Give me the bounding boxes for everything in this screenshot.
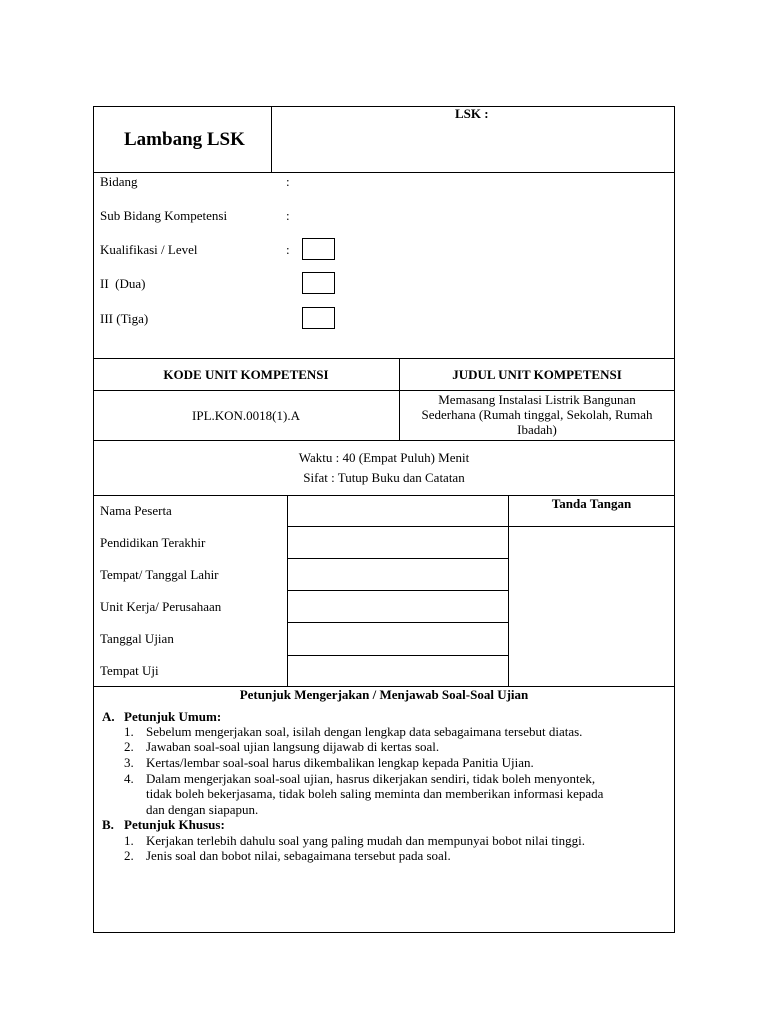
- kode-unit-value: IPL.KON.0018(1).A: [192, 408, 300, 423]
- judul-line: Memasang Instalasi Listrik Bangunan: [438, 392, 636, 407]
- kode-unit-header: KODE UNIT KOMPETENSI: [163, 367, 329, 382]
- field-bidang-colon: :: [286, 174, 290, 189]
- umum-item-number: 1.: [124, 724, 134, 739]
- signature-area[interactable]: [509, 527, 674, 686]
- unit-header-bottom-line: [93, 390, 675, 391]
- instructions-title: Petunjuk Mengerjakan / Menjawab Soal-Soal Ujian: [239, 687, 529, 702]
- umum-item-number: 4.: [124, 771, 134, 786]
- umum-item-number: 3.: [124, 755, 134, 770]
- level-dua-label: II (Dua): [100, 276, 146, 291]
- khusus-item-text: Jenis soal dan bobot nilai, sebagaimana tersebut pada soal.: [146, 848, 451, 863]
- judul-line: Sederhana (Rumah tinggal, Sekolah, Rumah: [421, 407, 653, 422]
- level-tiga-label: III (Tiga): [100, 311, 149, 326]
- unit-bottom-line: [93, 440, 675, 441]
- judul-unit-header: JUDUL UNIT KOMPETENSI: [452, 367, 622, 382]
- umum-item-text: Sebelum mengerjakan soal, isilah dengan lengkap data sebagaimana tersebut diatas.: [146, 724, 583, 739]
- umum-item-number: 2.: [124, 739, 134, 754]
- umum-title: Petunjuk Umum:: [124, 709, 222, 724]
- umum-item-text: Jawaban soal-soal ujian langsung dijawab di kertas soal.: [146, 739, 440, 754]
- exam-waktu: Waktu : 40 (Empat Puluh) Menit: [298, 450, 470, 465]
- khusus-item-number: 1.: [124, 833, 134, 848]
- lsk-label: LSK :: [455, 106, 489, 121]
- input-tanggal-ujian[interactable]: [288, 623, 507, 655]
- khusus-title: Petunjuk Khusus:: [124, 817, 225, 832]
- participant-field-label: Tempat Uji: [100, 663, 159, 678]
- header-divider: [271, 106, 272, 172]
- exam-sifat: Sifat : Tutup Buku dan Catatan: [303, 470, 465, 485]
- input-nama-peserta[interactable]: [288, 496, 507, 526]
- umum-item-text: tidak boleh bekerjasama, tidak boleh saling meminta dan memberikan informasi kepada: [146, 786, 604, 801]
- level-dua-checkbox[interactable]: [302, 272, 335, 294]
- judul-line: Ibadah): [517, 422, 557, 437]
- logo-placeholder: Lambang LSK: [124, 129, 245, 150]
- field-kualifikasi-label: Kualifikasi / Level: [100, 242, 198, 257]
- input-unit-kerja[interactable]: [288, 591, 507, 622]
- field-sub-bidang-label: Sub Bidang Kompetensi: [100, 208, 228, 223]
- participant-field-label: Unit Kerja/ Perusahaan: [100, 599, 222, 614]
- kualifikasi-checkbox[interactable]: [302, 238, 335, 260]
- field-sub-bidang-colon: :: [286, 208, 290, 223]
- participant-field-label: Nama Peserta: [100, 503, 172, 518]
- khusus-item-text: Kerjakan terlebih dahulu soal yang paling mudah dan mempunyai bobot nilai tinggi.: [146, 833, 586, 848]
- signature-label: Tanda Tangan: [551, 496, 632, 511]
- level-tiga-checkbox[interactable]: [302, 307, 335, 329]
- umum-item-text: dan dengan siapapun.: [146, 802, 259, 817]
- umum-item-text: Kertas/lembar soal-soal harus dikembalikan lengkap kepada Panitia Ujian.: [146, 755, 534, 770]
- khusus-item-number: 2.: [124, 848, 134, 863]
- participant-field-label: Tempat/ Tanggal Lahir: [100, 567, 219, 582]
- input-tempat-tanggal-lahir[interactable]: [288, 559, 507, 590]
- unit-top-line: [93, 358, 675, 359]
- umum-marker: A.: [102, 709, 115, 724]
- field-bidang-label: Bidang: [100, 174, 138, 189]
- participant-field-label: Pendidikan Terakhir: [100, 535, 206, 550]
- field-kualifikasi-colon: :: [286, 242, 290, 257]
- input-tempat-uji[interactable]: [288, 656, 507, 686]
- participant-field-label: Tanggal Ujian: [100, 631, 174, 646]
- header-bottom-line: [93, 172, 675, 173]
- khusus-marker: B.: [102, 817, 114, 832]
- judul-unit-value: [399, 392, 675, 437]
- umum-item-text: Dalam mengerjakan soal-soal ujian, hasrus dikerjakan sendiri, tidak boleh menyontek,: [146, 771, 596, 786]
- input-pendidikan-terakhir[interactable]: [288, 527, 507, 558]
